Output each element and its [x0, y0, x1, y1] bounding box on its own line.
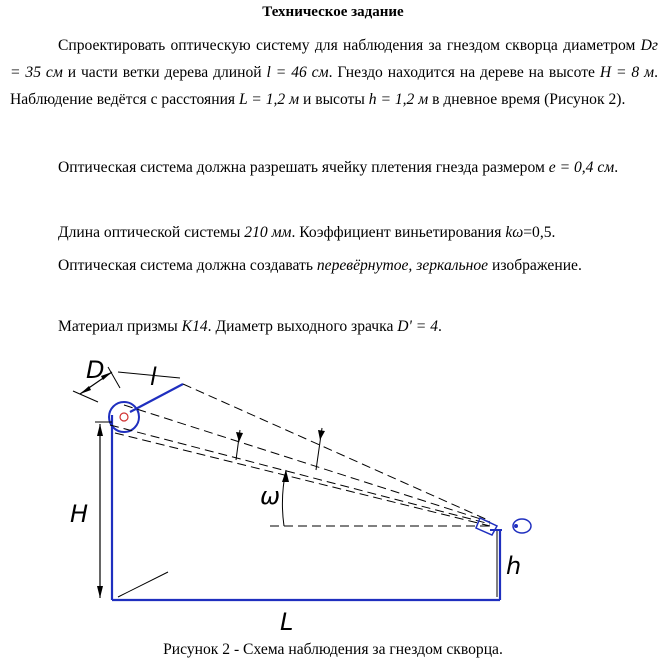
label-h: H [70, 500, 89, 528]
paragraph-length [10, 219, 658, 246]
sight-line-upper [124, 405, 490, 522]
sight-lines [110, 384, 490, 526]
text-run: и высоты [299, 91, 369, 108]
dim-l-line [118, 372, 180, 378]
text-run: . Гнездо находится на дереве на высоте [328, 64, 600, 81]
text-run: и части ветки дерева длиной [62, 64, 267, 81]
label-l: l [150, 363, 157, 391]
sight-line-center [110, 425, 490, 524]
dim-d-ext2 [108, 367, 120, 388]
text-run: Оптическая система должна разрешать ячейку плетения гнезда размером [58, 159, 549, 176]
document-title: Техническое задание [262, 4, 404, 20]
nest-circle [109, 402, 139, 432]
prism-material-value: K14 [181, 318, 208, 335]
text-run: Материал призмы [58, 318, 182, 335]
dim-d-arrow1 [80, 386, 91, 394]
distance-value: L = 1,2 м [239, 91, 300, 108]
text-run: . [438, 318, 442, 335]
nest-height-value: H = 8 м [599, 64, 655, 81]
text-run: =0,5. [523, 224, 556, 241]
text-run: Оптическая система должна создавать [58, 257, 317, 274]
text-run: . Диаметр выходного зрачка [207, 318, 398, 335]
dim-h-arrow-bottom [97, 586, 103, 598]
sight-line-top [183, 384, 490, 521]
text-run: Спроектировать оптическую систему для наблюдения за гнездом скворца диаметром [58, 37, 641, 54]
paragraph-image [10, 252, 658, 279]
paragraph-material [10, 313, 658, 340]
observer-height-value: h = 1,2 м [368, 91, 429, 108]
text-run: . Наблюдение ведётся с расстояния [10, 64, 658, 108]
dim-h-arrow-top [97, 424, 103, 436]
nest-diameter-value: Dг = 35 см [10, 37, 658, 81]
exit-pupil-value: D' = 4 [397, 318, 439, 335]
label-small-h: h [506, 552, 522, 580]
label-omega: ω [260, 482, 281, 510]
label-big-l: L [280, 608, 294, 636]
paragraph-resolution [10, 154, 658, 181]
figure-caption: Рисунок 2 - Схема наблюдения за гнездом скворца. [163, 641, 503, 658]
image-type-value: перевёрнутое, зеркальное [316, 257, 489, 274]
vignetting-symbol: kω [505, 224, 524, 241]
system-length-value: 210 мм [244, 224, 292, 241]
observation-diagram [0, 340, 666, 640]
observer-pupil [514, 524, 518, 528]
text-run: в дневное время (Рисунок 2). [428, 91, 626, 108]
dim-d-ext1 [73, 391, 98, 402]
cell-size-value: e = 0,4 см [548, 159, 615, 176]
angle-arrowhead-1 [236, 432, 243, 442]
paragraph-task [10, 32, 658, 113]
angle-arrowhead-2 [318, 430, 325, 440]
text-run: изображение. [488, 257, 582, 274]
text-run: . [614, 159, 619, 176]
text-run: . Коэффициент виньетирования [291, 224, 506, 241]
nest-center [120, 413, 128, 421]
branch-length-value: l = 46 см [266, 64, 329, 81]
sight-line-lower [115, 433, 490, 526]
label-d: D [86, 356, 105, 384]
text-run: Длина оптической системы [58, 224, 245, 241]
dim-l-leader [118, 572, 168, 597]
